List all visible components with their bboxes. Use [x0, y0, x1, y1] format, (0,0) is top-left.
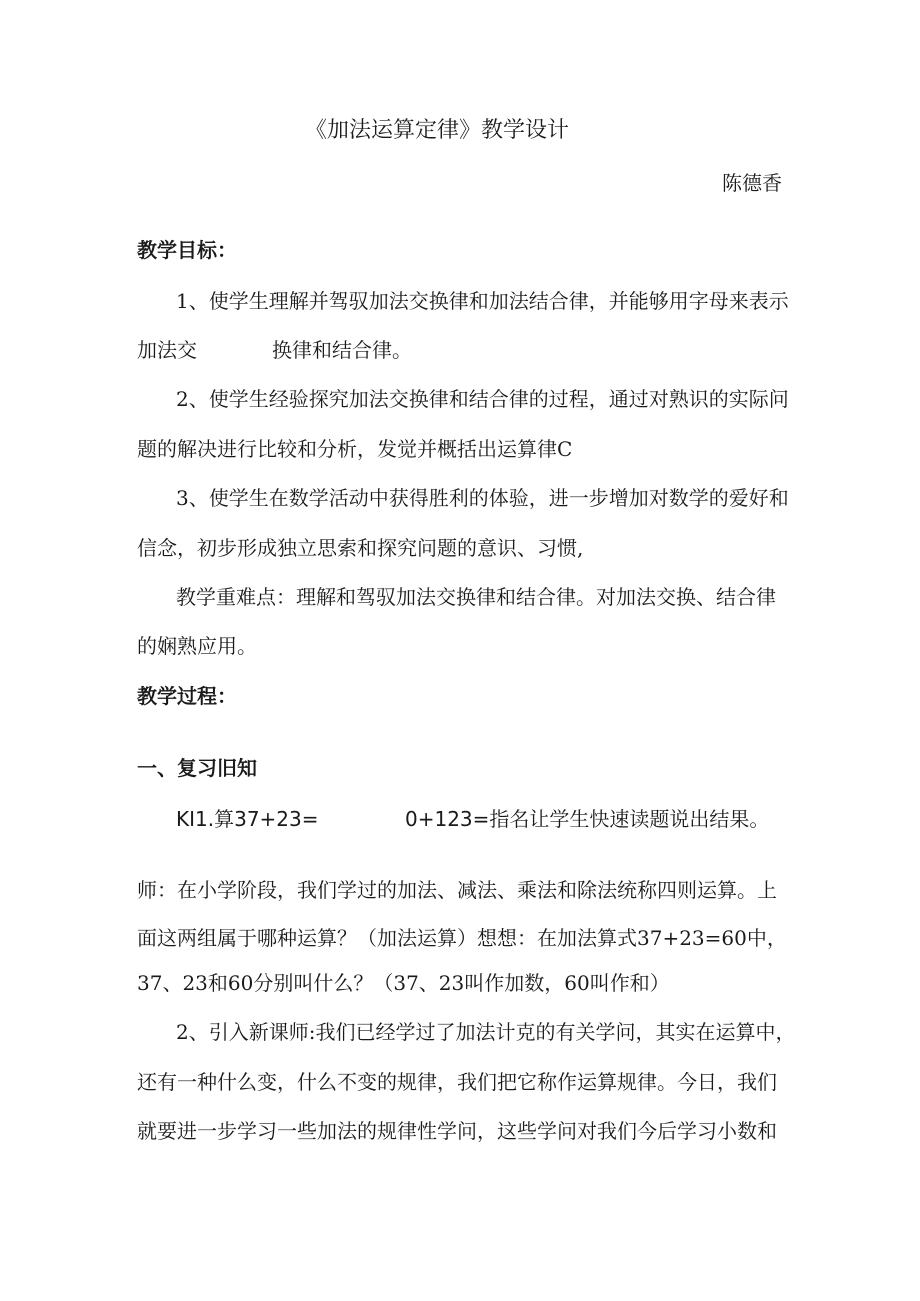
- objective-1-line-2b: 换律和结合律。: [272, 338, 412, 362]
- author-name: 陈德香: [722, 171, 782, 195]
- objective-1-line-2a: 加法交: [137, 338, 197, 362]
- objective-3-line-1: 3、使学生在数学活动中获得胜利的体验，进一步增加对数学的爱好和: [176, 486, 789, 510]
- objectives-heading: 教学目标：: [137, 238, 237, 262]
- intro-line-2: 还有一种什么变，什么不变的规律，我们把它称作运算规律。今日，我们: [137, 1070, 777, 1094]
- intro-line-1: 2、引入新课师:我们已经学过了加法计克的有关学问，其实在运算中，: [176, 1020, 796, 1044]
- objective-1-line-1: 1、使学生理解并驾驭加法交换律和加法结合律，并能够用字母来表示: [176, 289, 789, 313]
- intro-line-3: 就要进一步学习一些加法的规律性学问，这些学问对我们今后学习小数和: [137, 1119, 777, 1143]
- document-title: 《加法运算定律》教学设计: [305, 118, 570, 143]
- objective-3-line-2: 信念，初步形成独立思索和探究问题的意识、习惯,: [137, 536, 584, 560]
- key-points-line-2: 的娴熟应用。: [137, 634, 257, 658]
- review-problem-b: 0+123=指名让学生快速读题说出结果。: [405, 807, 770, 831]
- review-problem-a: KI1.算37+23=: [176, 807, 319, 831]
- section-1-heading: 一、复习旧知: [137, 756, 257, 780]
- key-points-line-1: 教学重难点：理解和驾驭加法交换律和结合律。对加法交换、结合律: [176, 585, 776, 609]
- objective-2-line-1: 2、使学生经验探究加法交换律和结合律的过程，通过对熟识的实际问: [176, 387, 789, 411]
- objective-2-line-2: 题的解决进行比较和分析，发觉并概括出运算律C: [137, 437, 573, 461]
- teacher-line-3: 37、23和60分别叫什么？（37、23叫作加数，60叫作和）: [137, 971, 670, 995]
- process-heading: 教学过程：: [137, 684, 237, 708]
- teacher-line-1: 师：在小学阶段，我们学过的加法、减法、乘法和除法统称四则运算。上: [137, 878, 777, 902]
- teacher-line-2: 面这两组属于哪种运算？（加法运算）想想：在加法算式37+23=60中，: [137, 926, 787, 950]
